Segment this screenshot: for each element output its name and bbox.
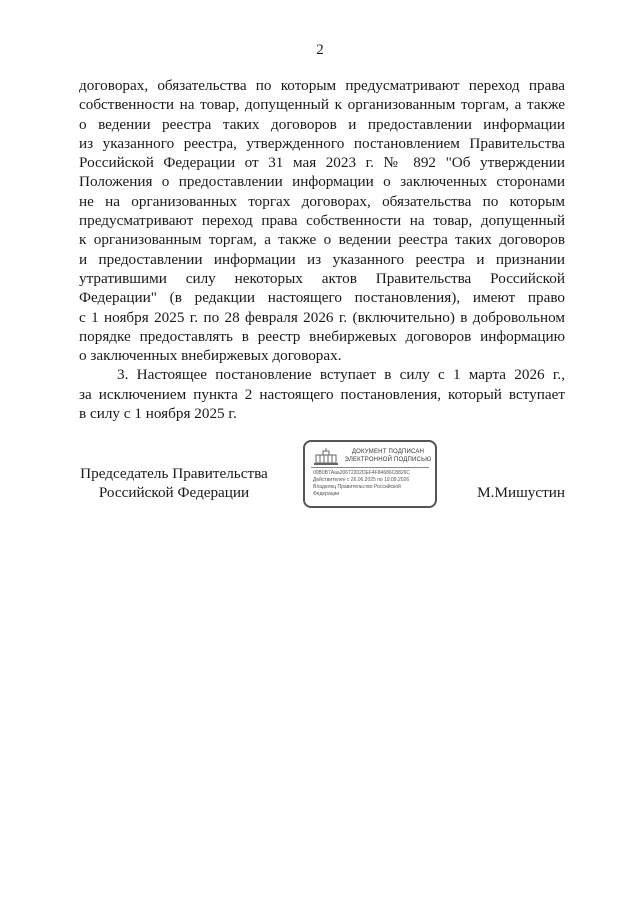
signatory-position (79, 464, 269, 503)
text-line: договорах, обязательства по которым предусматривают переход права (79, 77, 565, 94)
paragraph-continuation (79, 76, 565, 365)
text-line: Положения о предоставлении информации о заключенных сторонами (79, 173, 565, 191)
text-line: не на организованных торгах договорах, обязательства по которым (79, 192, 565, 210)
text-line: в силу с 1 ноября 2025 г. (79, 405, 237, 423)
signatory-position-line: Российской Федерации (98, 484, 250, 502)
text-line: о заключенных внебиржевых договорах. (79, 347, 342, 365)
paragraph-item-3 (79, 365, 565, 423)
stamp-title (343, 449, 433, 464)
stamp-title-line: ДОКУМЕНТ ПОДПИСАН (351, 449, 425, 455)
stamp-certificate: 00B0B7Aaa20672202DEF4F84686C8826C (313, 470, 411, 476)
text-line: из указанного реестра, утвержденного постановлением Правительства (79, 134, 565, 152)
document-body (79, 76, 565, 423)
signatory-position-line: Председатель Правительства (80, 465, 268, 482)
stamp-divider (311, 467, 429, 468)
text-line: утратившими силу некоторых актов Правительства Российской (79, 269, 565, 287)
text-line: Федерации" (в редакции настоящего постановления), имеют право (79, 289, 565, 307)
stamp-details (313, 470, 433, 498)
electronic-signature-stamp (303, 440, 437, 508)
text-line: порядке предоставлять в реестр внебиржевых договоров информацию (79, 327, 565, 345)
text-line: о ведении реестра таких договоров и предоставлении информации (79, 115, 565, 133)
text-line: за исключением пункта 2 настоящего постановления, который вступает (79, 385, 565, 403)
stamp-owner: Владелец Правительство Российской (313, 484, 401, 490)
page-number: 2 (316, 42, 324, 58)
stamp-owner: Федерации (313, 491, 340, 497)
text-line: 3. Настоящее постановление вступает в силу с 1 марта 2026 г., (117, 366, 565, 384)
text-line: собственности на товар, допущенный к организованным торгам, а также (79, 96, 565, 114)
building-emblem-icon (313, 448, 339, 466)
text-line: Российской Федерации от 31 мая 2023 г. № 892 "Об утверждении (79, 154, 565, 172)
text-line: к организованным торгам, а также о ведении реестра таких договоров (79, 231, 565, 249)
stamp-title-line: ЭЛЕКТРОННОЙ ПОДПИСЬЮ (344, 456, 432, 463)
stamp-validity: Действителен с 26.06.2025 по 19.09.2026 (313, 477, 410, 483)
text-line: и предоставлении информации из указанного реестра и признании (79, 250, 565, 268)
signatory-name: М.Мишустин (477, 484, 565, 501)
text-line: предусматривают переход права собственности на товар, допущенный (79, 212, 565, 230)
text-line: с 1 ноября 2025 г. по 28 февраля 2026 г. (включительно) в добровольном (79, 308, 565, 326)
